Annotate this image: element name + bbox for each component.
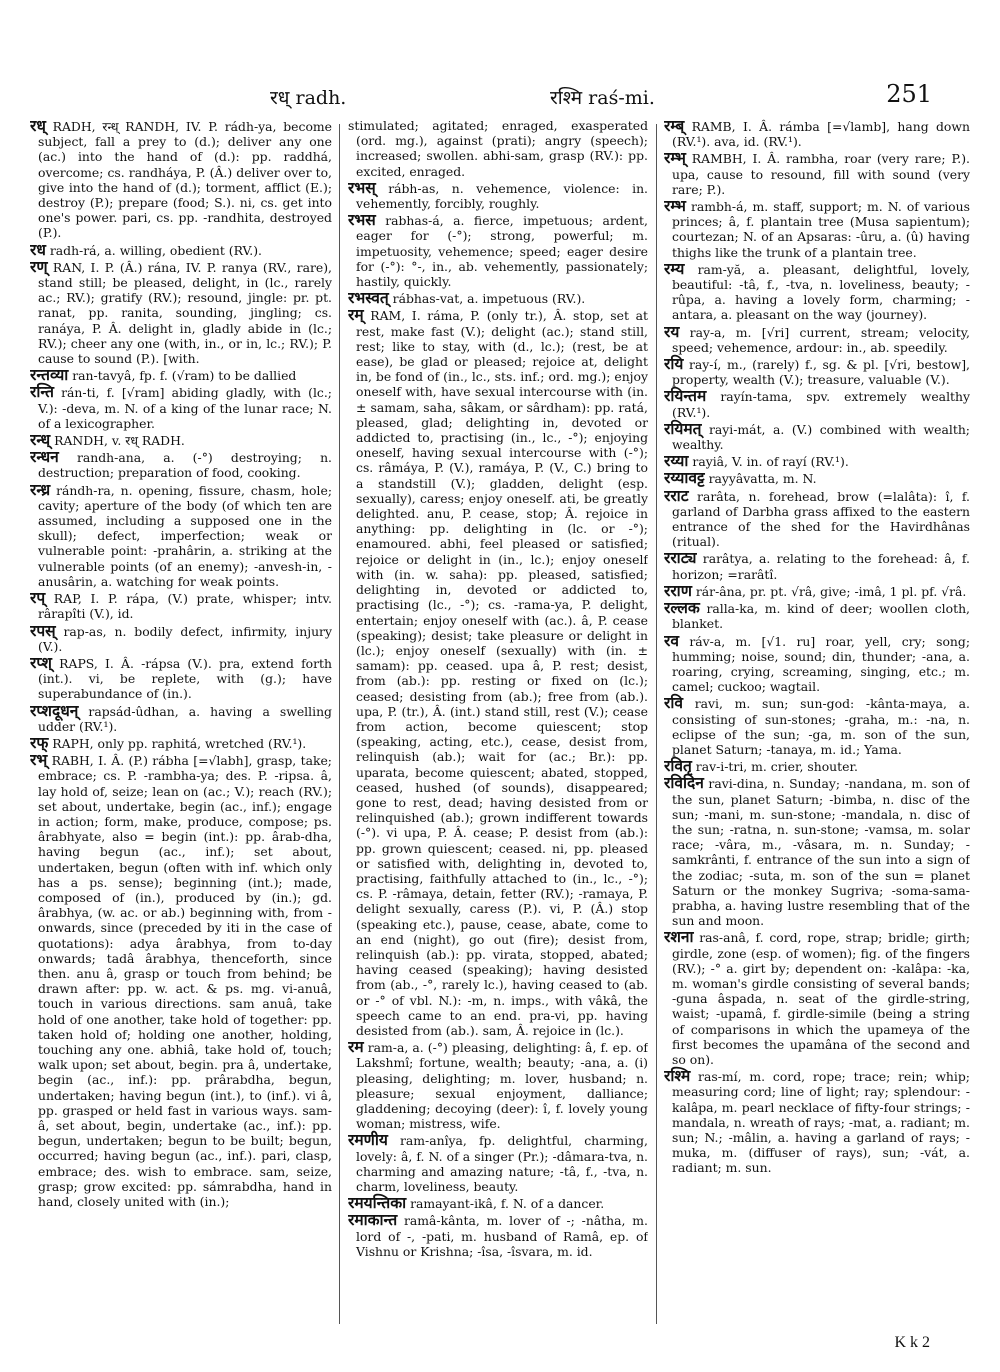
entry-text: rábhas-vat, a. impetuous (RV.). — [392, 291, 586, 307]
entry-headword: रयिन्तम — [664, 386, 707, 406]
entry-headword: रन्ध् — [30, 430, 51, 450]
entry-text: randh-ana, a. (-°) destroying; n. destruction; preparation of food, cooking. — [38, 450, 332, 481]
entry-text: ralla-ka, m. kind of deer; woollen cloth, blanket. — [672, 601, 970, 632]
entry-text: rayi-mát, a. (V.) combined with wealth; wealthy. — [672, 421, 970, 453]
entry-headword: रन्तव्या — [30, 365, 69, 385]
dictionary-entry — [30, 239, 332, 259]
dictionary-entry — [348, 307, 648, 1038]
entry-text: rapsád-ûdhan, a. having a swelling udder (RV.¹). — [38, 703, 332, 734]
entry-text: rár-âna, pr. pt. √râ, give; -imâ, 1 pl. pf. √râ. — [695, 583, 967, 599]
entry-headword: रभस् — [348, 177, 376, 197]
entry-text: RAPH, only pp. raphitá, wretched (RV.¹). — [52, 735, 307, 751]
dictionary-entry — [664, 929, 970, 1067]
entry-text: ravi-dina, n. Sunday; -nandana, m. son of the sun, planet Saturn; -bimba, n. disc of the sun; -mani, m. sun-stone; -mandala, n. disc of the sun; -ratna, n. sun-stone; -vamsa, m. solar race; -vâra, m., -vâsara, m. n. Sunday; -samkrânti, f. entrance of the sun into a sign of the zodiac; -suta, m. son of the sun = planet Saturn or the monkey Sugriva; -soma-sama-prabha, a. having lustre resembling that of the sun and moon. — [672, 776, 970, 929]
dictionary-entry — [664, 321, 970, 355]
dictionary-entry — [664, 580, 970, 600]
dictionary-entry — [30, 118, 332, 241]
dictionary-entry — [664, 258, 970, 323]
dictionary-entry — [30, 256, 332, 367]
running-head-right: रश्मि raś-mi. — [550, 87, 655, 109]
entry-text: ram-a, a. (-°) pleasing, delighting: â, f. ep. of Lakshmî; fortune, wealth; beauty; -ana, a. (i) pleasing, delighting; m. lover, husband; n. pleasure; sexual enjoyment, dalliance; gladdening; decoying (deer): î, f. lovely young woman; mistress, wife. — [356, 1040, 648, 1132]
entry-text: RANDH, v. रध् RADH. — [54, 433, 185, 449]
entry-headword: रमाकान्त — [348, 1210, 398, 1230]
column-3 — [664, 118, 970, 1328]
entry-headword: रव — [664, 630, 679, 650]
entry-headword: रशना — [664, 927, 694, 947]
columns-container — [30, 118, 970, 1328]
entry-headword: रयिमत् — [664, 418, 702, 438]
dictionary-entry — [30, 652, 332, 702]
entry-headword: रराण — [664, 580, 692, 600]
dictionary-entry — [664, 550, 970, 581]
entry-text: rán-ti, f. [√ram] abiding gladly, with (lc.; V.): -deva, m. N. of a king of the lunar race; N. of a lexicographer. — [38, 385, 332, 431]
entry-text: rabhas-á, a. fierce, impetuous; ardent, eager for (-°); strong, powerful; m. impetuosity, vehemence; speed; eager desire for (-°): °-, in., ab. vehemently, passionately; hastily, quickly. — [356, 213, 648, 290]
dictionary-entry — [30, 449, 332, 480]
entry-text: ray-a, m. [√ri] current, stream; velocity, speed; vehemence, ardour: in., ab. speedily. — [672, 324, 970, 355]
dictionary-entry — [30, 752, 332, 1209]
dictionary-entry — [348, 1132, 648, 1194]
running-head-left: रध् radh. — [270, 87, 347, 109]
dictionary-entry — [348, 212, 648, 289]
entry-headword: रभस्वत् — [348, 288, 389, 308]
page-number: 251 — [886, 80, 932, 108]
dictionary-entry — [348, 1212, 648, 1259]
dictionary-entry — [30, 367, 332, 383]
entry-text: RABH, I. Â. (P.) rábha [=√labh], grasp, take; embrace; cs. P. -rambha-ya; des. P. -ripsa. â, lay hold of, seize; lean on (ac.; V.); reach (RV.); set about, undertake, begin (ac., inf.); engage in action; form, make, produce, compose; ps. ârabhyate, also = begin (int.): pp. ârab-dha, having begun (ac., inf.); set about, undertaken, begun (often with inf. which only has a ps. sense); beginning (int.); made, composed of (in.), produced by (in.); gd. ârabhya, (w. ac. or ab.) beginning with, from - onwards, since (preceded by iti in the case of quotations): adya ârabhya, from to-day onwards; tadâ ârabhya, thenceforth, since then. anu â, grasp or touch from behind; be drawn after: pp. w. act. & ps. mg. vi-anuâ, touch in various directions. sam anuâ, take hold of one another, take hold of together: pp. taken hold of; holding one another, holding, touching any one. abhiâ, take hold of, touch; walk upon; set about, begin. pra â, undertake, begin (ac., inf.): pp. prârabdha, begun, undertaken; having begun (int.), to (inf.). vi â, pp. grasped or held fast in various ways. sam-â, set about, begin, undertake (ac., inf.): pp. begun, undertaken; begun to be built; begun, occurred; having begun (ac., inf.). pari, clasp, embrace; des. wish to embrace. sam, seize, grasp; grow excited: pp. sámrabdha, hand in hand, closely united with (in.); — [38, 753, 332, 1210]
entry-headword: रय्या — [664, 451, 689, 471]
entry-headword: रम् — [348, 305, 364, 325]
entry-text: rarâtya, a. relating to the forehead: â, f. horizon; =rarâtî. — [672, 551, 970, 582]
entry-headword: रय — [664, 321, 680, 341]
entry-text: rambh-á, m. staff, support; m. N. of various princes; â, f. plantain tree (Musa sapientum); courtezan; N. of an Apsaras: -ûru, a. (û) having thighs like the trunk of a plantain tree. — [672, 199, 970, 260]
entry-text: ravi, m. sun; sun-god: -kânta-maya, a. consisting of sun-stones; -graha, m.: -na, n. eclipse of the sun; -ga, m. son of the sun, planet Saturn; -tanaya, m. id.; Yama. — [672, 696, 970, 757]
entry-text: rayiâ, V. in. of rayí (RV.¹). — [692, 454, 849, 470]
entry-headword: रमयन्तिका — [348, 1193, 407, 1213]
dictionary-entry — [664, 388, 970, 419]
dictionary-entry — [348, 177, 648, 212]
page-header — [40, 78, 960, 112]
entry-text: ray-í, m., (rarely) f., sg. & pl. [√ri, bestow], property, wealth (V.); treasure, valuable (V.). — [672, 357, 970, 388]
entry-headword: रन्ध्र — [30, 479, 51, 499]
entry-text: rap-as, n. bodily defect, infirmity, injury (V.). — [38, 623, 332, 654]
entry-headword: रफ् — [30, 732, 49, 752]
entry-headword: रम — [348, 1037, 364, 1057]
dictionary-entry — [348, 118, 648, 179]
entry-headword: रम्भ — [664, 196, 686, 216]
entry-headword: रवि — [664, 693, 683, 713]
entry-text: RAMB, I. Â. rámba [=√lamb], hang down (RV.¹). ava, id. (RV.¹). — [672, 119, 970, 150]
entry-text: ras-mí, m. cord, rope; trace; rein; whip; measuring cord; line of light; ray; splendour: -kalâpa, m. pearl necklace of fifty-four strings; -mandala, n. wreath of rays; -mat, a. radiant; m. sun; N.; -mâlin, a. having a garland of rays; -muka, m. (diffuser of rays), sun; -vát, a. radiant; m. sun. — [672, 1069, 970, 1176]
dictionary-entry — [664, 775, 970, 928]
entry-headword: रप्शदूधन् — [30, 700, 79, 720]
entry-text: rábh-as, n. vehemence, violence: in. vehemently, forcibly, roughly. — [356, 180, 648, 212]
dictionary-entry — [664, 600, 970, 631]
entry-text: rayyâvatta, m. N. — [708, 471, 817, 487]
dictionary-entry — [30, 432, 332, 448]
entry-headword: रम्भ् — [664, 148, 686, 168]
entry-headword: रन्ति — [30, 382, 54, 402]
entry-text: rav-i-tri, m. crier, shouter. — [695, 759, 858, 775]
column-rule — [339, 124, 340, 1324]
entry-text: ráv-a, m. [√1. ru] roar, yell, cry; song; humming; noise, sound; din, thunder; -ana, a. roaring, crying, screaming, singing, etc.; m. camel; cuckoo; wagtail. — [672, 633, 970, 695]
dictionary-entry — [664, 453, 970, 469]
dictionary-entry — [30, 590, 332, 621]
entry-text: RADH, रन्ध् RANDH, IV. P. rádh-ya, become subject, fall a prey to (d.); deliver any one (ac.) into the hand of (d.): pp. raddhá, overcome; cs. randháya, P. (Â.) deliver over to, give into the hand of (d.); torment, afflict (E.); destroy (P.); prepare (food; S.). ni, cs. get into one's power. pari, cs. pp. -randhita, destroyed (P.). — [38, 119, 332, 241]
entry-headword: रम्य — [664, 258, 685, 278]
entry-text: rarâta, n. forehead, brow (=lalâta): î, f. garland of Darbha grass affixed to the eastern entrance of the shed for the Havirdhânas (ritual). — [672, 488, 970, 550]
entry-headword: रप् — [30, 588, 46, 608]
dictionary-entry — [664, 118, 970, 149]
entry-headword: रण् — [30, 256, 48, 276]
entry-text: rándh-ra, n. opening, fissure, chasm, hole; cavity; aperture of the body (of which ten are assumed, including a supposed one in the skull); defect, imperfection; weak or vulnerable point: -prahârin, a. striking at the vulnerable points (of an enemy); -anvesh-in, -anusârin, a. watching for weak points. — [38, 482, 332, 589]
dictionary-entry — [348, 290, 648, 306]
entry-text: RAP, I. P. rápa, (V.) prate, whisper; intv. rârapîti (V.), id. — [38, 591, 332, 622]
column-1 — [30, 118, 332, 1328]
dictionary-entry — [30, 479, 332, 589]
dictionary-entry — [664, 485, 970, 550]
entry-text: radh-rá, a. willing, obedient (RV.). — [49, 242, 262, 258]
dictionary-entry — [664, 470, 970, 486]
entry-headword: रध् — [30, 118, 46, 135]
entry-headword: रयि — [664, 354, 684, 374]
dictionary-entry — [30, 620, 332, 654]
entry-text: rayín-tama, spv. extremely wealthy (RV.¹). — [672, 389, 970, 420]
entry-headword: रय्यावट्ट — [664, 468, 705, 488]
entry-text: ran-tavyâ, fp. f. (√ram) to be dallied — [72, 368, 297, 384]
entry-text: ramayant-ikâ, f. N. of a dancer. — [410, 1196, 605, 1212]
entry-text: RAMBH, I. Â. rambha, roar (very rare; P.). upa, cause to resound, fill with sound (very rare; P.). — [672, 151, 970, 197]
dictionary-entry — [30, 700, 332, 734]
entry-text: ram-yă, a. pleasant, delightful, lovely, beautiful: -tâ, f., -tva, n. loveliness, beauty; -rûpa, a. having a lovely form, charming; -antara, a. pleasant on the way (journey). — [672, 261, 970, 323]
entry-headword: रभ् — [30, 750, 48, 770]
dictionary-entry — [348, 1039, 648, 1131]
entry-headword: रभस — [348, 210, 376, 230]
entry-text: ram-anîya, fp. delightful, charming, lovely: â, f. N. of a singer (Pr.); -dâmara-tva, n. charming and amazing nature; -tâ, f., -tva, n. charm, loveliness, beauty. — [356, 1133, 648, 1195]
column-rule — [656, 124, 657, 1324]
signature-mark: K k 2 — [894, 1334, 930, 1351]
entry-text: RAPS, I. Â. -rápsa (V.). pra, extend forth (int.). vi, be replete, with (g.); have superabundance of (in.). — [38, 655, 332, 702]
entry-headword: रराट — [664, 485, 689, 505]
entry-text: RAM, I. ráma, P. (only tr.), Â. stop, set at rest, make fast (V.); delight (ac.); stand still, rest; like to stay, with (d., lc.); (rest, be at ease), be glad or pleased; rejoice at, delight in, be fond of (in., lc., sts. inf.; ord. mg.); enjoy oneself with, have sexual intercourse with (in. ± samam, saha, sâkam, or sârdham): pp. ratá, pleased, glad; delighting in, devoted or addicted to, practising (in., lc., -°); enjoying oneself, having sexual intercourse with (-°); cs. râmáya, P. (V.), ramáya, P. (V., C.) bring to a standstill (V.); gladden, delight (esp. sexually), caress; enjoy oneself. ati, be greatly delighted. anu, P. cease, stop; Â. rejoice in anything: pp. delighting in (lc. or -°); enamoured. abhi, feel pleased or satisfied; rejoice or delight in (in., lc.); enjoy oneself with (in. w. saha): pp. pleased, satisfied; delighting in, devoted or addicted to, practising (lc., -°); cs. -rama-ya, P. delight, entertain; enjoy oneself with (ac.). â, P. cease (speaking); desist; take pleasure or delight in (lc.); enjoy oneself (sexually) with (in. ± samam): pp. ceased. upa â, P. rest; desist, from (ab.): pp. resting or fixed on (lc.); ceased; desisting from (ab.); free from (ab.). upa, P. (tr.), Â. (int.) stand still, rest (V.); cease from action, become quiescent; stop (speaking, acting, etc.), cease, desist from, relinquish (ab.); wait for (ac.; Br.): pp. uparata, become quiescent; abated, stopped, ceased, hushed (of sounds), disappeared; gone to rest, dead; having desisted from or relinquished (ab.); grown indifferent towards (-°). vi upa, P. Â. cease; P. desist from (ab.): pp. grown quiescent; ceased. ni, pp. pleased or satisfied with, delighting in, devoted to, practising, faithfully attached to (in., lc., -°); cs. P. -râmaya, detain, fetter (RV.); -ramaya, P. delight sexually, caress (P.). vi, P. (Â.) stop (speaking etc.), pause, cease, abate, come to an end (night), go out (fire); desist from, relinquish (ab.): pp. virata, stopped, abated; having ceased (speaking); having desisted from (ab., -°, rarely lc.), having ceased to (ab. or -° of vbl. N.): -m, n. imps., with vâkâ, the speech came to an end. pra-vi, pp. having desisted from (ab.). sam, Â. rejoice in (lc.). — [356, 308, 648, 1038]
dictionary-entry — [664, 695, 970, 757]
column-2 — [348, 118, 648, 1328]
entry-headword: रध — [30, 239, 46, 259]
entry-headword: रमणीय — [348, 1130, 388, 1150]
dictionary-entry — [30, 732, 332, 752]
entry-headword: रल्लक — [664, 598, 700, 618]
entry-headword: रवितृ — [664, 756, 692, 776]
entry-text: stimulated; agitated; enraged, exasperated (ord. mg.), against (prati); angry (speech); increased; swollen. abhi-sam, grasp (RV.): pp. excited, enraged. — [348, 118, 648, 179]
dictionary-entry — [348, 1195, 648, 1211]
entry-headword: रश्मि — [664, 1066, 691, 1086]
dictionary-entry — [664, 1068, 970, 1175]
dictionary-entry — [664, 198, 970, 260]
entry-text: ramâ-kânta, m. lover of -; -nâtha, m. lord of -, -pati, m. husband of Ramâ, ep. of Vishnu or Krishna; -îsa, -îsvara, m. id. — [356, 1213, 648, 1259]
dictionary-entry — [664, 356, 970, 387]
entry-headword: रराट्य — [664, 548, 697, 568]
dictionary-entry — [30, 384, 332, 431]
entry-headword: रन्धन — [30, 447, 59, 467]
entry-headword: रप्श् — [30, 652, 52, 672]
entry-headword: रपस् — [30, 620, 56, 640]
dictionary-entry — [664, 150, 970, 197]
dictionary-entry — [664, 758, 970, 774]
entry-headword: रम्ब् — [664, 118, 685, 135]
entry-text: RAN, I. P. (Â.) rána, IV. P. ranya (RV., rare), stand still; be pleased, delight, in (lc., rarely ac.; RV.); gratify (RV.); resound, jingle: pr. pt. ranat, pp. ranita, sounding, jingling; cs. ranáya, P. Â. delight in, gladly abide in (lc.; RV.); cheer any one (with, in., or in, lc.; RV.); P. cause to sound (P.). [with. — [38, 259, 332, 367]
entry-text: ras-anâ, f. cord, rope, strap; bridle; girth; girdle, zone (esp. of women); fig. of the fingers (RV.); -° a. girt by; dependent on: -kalâpa: -ka, m. woman's girdle consisting of several bands; -guna âspada, n. seat of the girdle-string, waist; -upamâ, f. girdle-simile (being a string of comparisons in which the upameya of the first becomes the upamâna of the second and so on). — [672, 930, 970, 1067]
dictionary-entry — [664, 630, 970, 695]
entry-headword: रविदिन — [664, 773, 704, 793]
dictionary-entry — [664, 418, 970, 453]
